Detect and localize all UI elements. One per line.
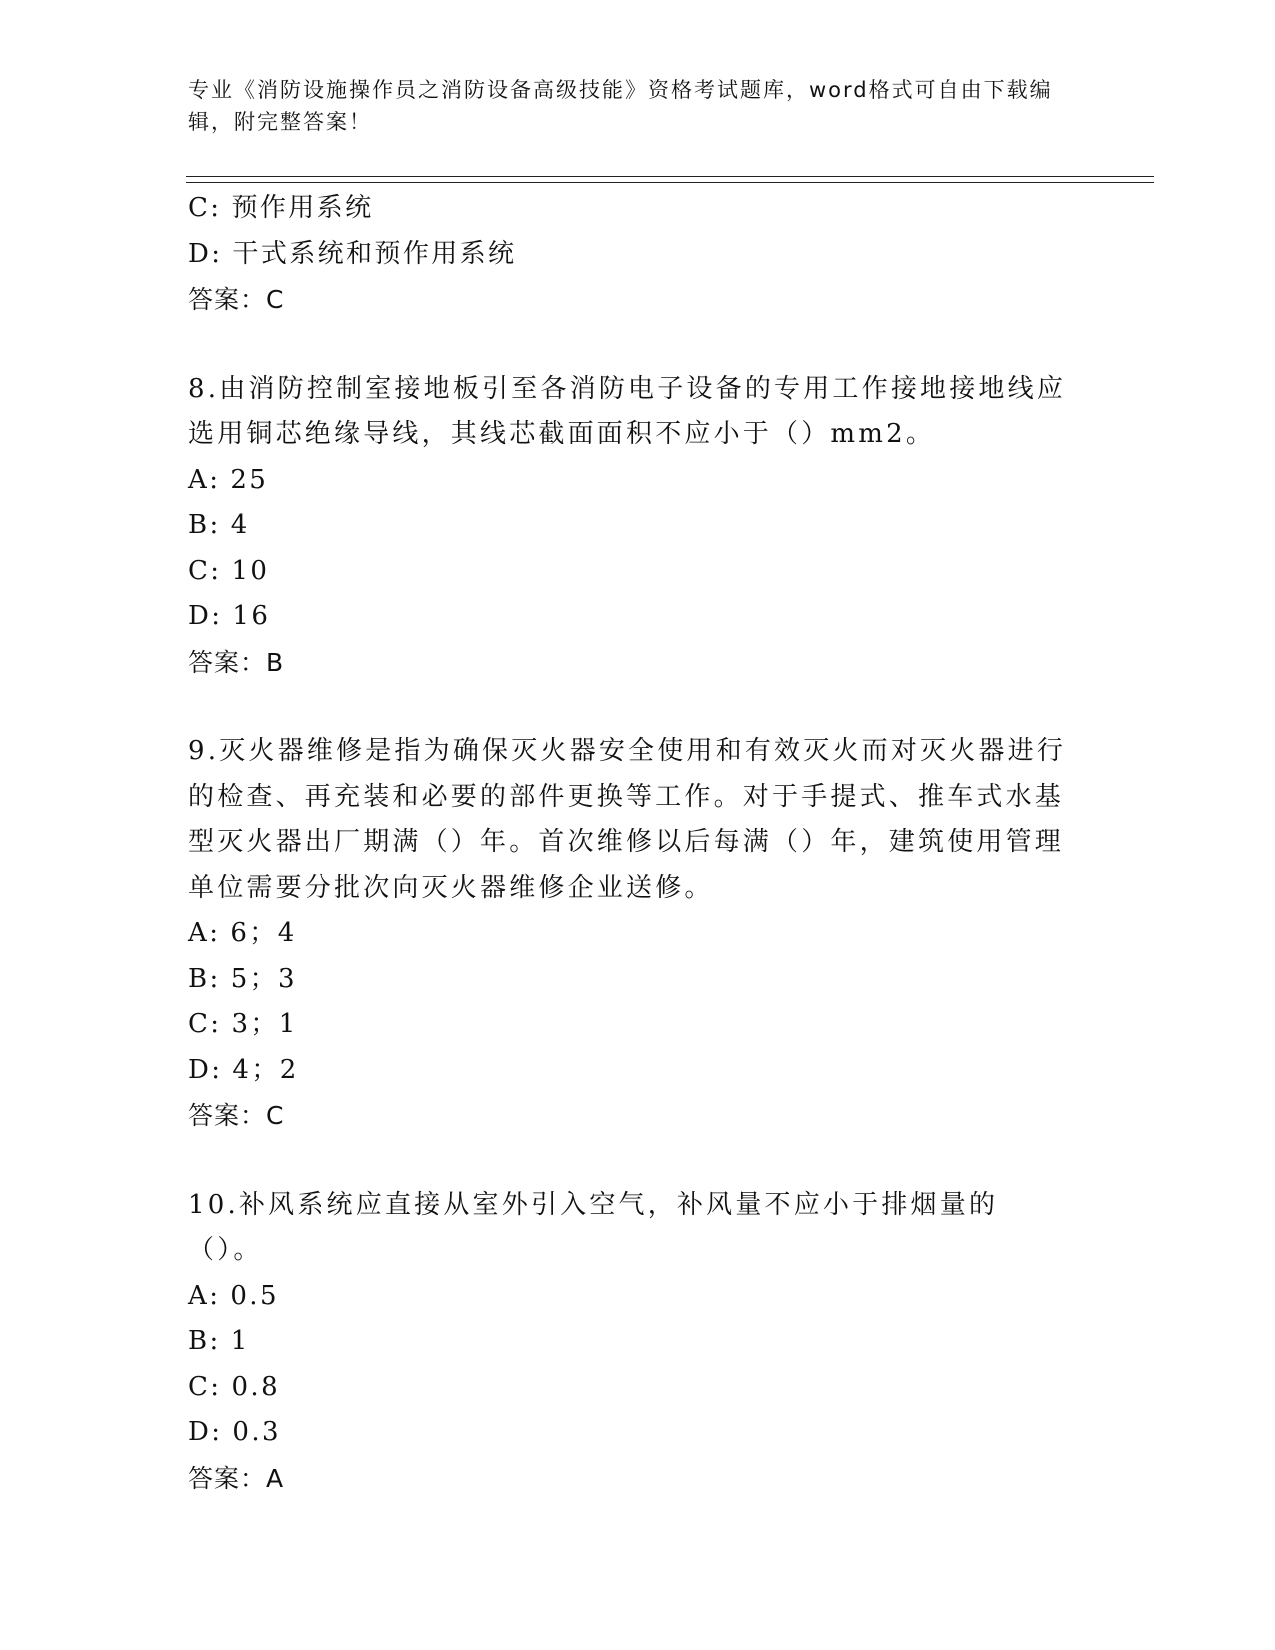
option-separator: : [211,1417,223,1447]
option-text: 25 [230,464,269,495]
option-b [188,1319,1088,1365]
option-letter: C [188,193,211,223]
option-text: 0.3 [232,1417,281,1447]
option-c [188,1002,1088,1048]
option-letter: D [188,1417,212,1447]
option-text: 16 [232,601,271,631]
answer-label: 答案： [188,647,267,677]
answer-label: 答案： [188,1101,267,1130]
answer-label: 答案： [188,1463,267,1493]
option-separator: : [211,238,223,269]
option-b [188,957,1088,1003]
option-letter: D [188,238,212,269]
answer-label: 答案： [188,285,267,314]
option-c [188,1365,1088,1411]
option-text: 0.8 [231,1371,281,1402]
question-number: 10. [188,1189,239,1220]
question-text: 由消防控制室接地板引至各消防电子设备的专用工作接地接地线应选用铜芯绝缘导线，其线芯截面面积不应小于（）mm2。 [188,373,1067,449]
option-text: 4；2 [232,1054,299,1085]
document-header [188,74,1088,138]
question-number: 9. [188,736,220,766]
option-letter: A [188,1280,210,1311]
option-text: 干式系统和预作用系统 [232,238,517,269]
option-letter: C [188,555,211,586]
option-d [188,1410,1088,1456]
option-letter: B [188,1326,210,1356]
option-text: 5；3 [230,963,297,994]
option-separator: : [209,963,221,994]
option-d [188,232,1088,278]
partial-question [188,186,1088,323]
option-letter: B [188,510,210,540]
option-separator: : [210,193,222,223]
option-d [188,1048,1088,1094]
option-separator: : [210,1009,222,1039]
option-separator: : [210,555,222,586]
question-stem [188,1183,1068,1274]
header-rule-top [186,176,1154,177]
answer-value: C [266,285,285,314]
option-separator: : [209,1326,221,1356]
answer-line [188,1456,1088,1502]
option-letter: B [188,963,210,994]
question-list [188,186,1088,1501]
question-stem [188,367,1068,458]
option-separator: : [209,464,221,495]
spacer [188,1139,1088,1183]
option-text: 预作用系统 [231,193,374,223]
option-letter: C [188,1371,211,1402]
question-text: 补风系统应直接从室外引入空气，补风量不应小于排烟量的（）。 [188,1189,999,1265]
option-a [188,458,1088,504]
option-b [188,503,1088,549]
option-c [188,549,1088,595]
option-text: 3；1 [231,1009,298,1039]
question-10 [188,1183,1088,1502]
question-8 [188,367,1088,686]
option-a [188,1274,1088,1320]
answer-line [188,1093,1088,1139]
spacer [188,685,1088,729]
answer-line [188,640,1088,686]
option-text: 6；4 [230,918,297,948]
option-separator: : [209,510,221,540]
option-separator: : [209,918,221,948]
question-9 [188,729,1088,1139]
option-a [188,911,1088,957]
question-text: 灭火器维修是指为确保灭火器安全使用和有效灭火而对灭火器进行的检查、再充装和必要的部件更换等工作。对于手提式、推车式水基型灭火器出厂期满（）年。首次维修以后每满（）年，建筑使用管理单位需要分批次向灭火器维修企业送修。 [188,736,1067,903]
option-text: 10 [231,555,270,586]
option-separator: : [210,1371,222,1402]
question-stem [188,729,1068,911]
option-letter: C [188,1009,211,1039]
option-separator: : [211,1054,223,1085]
option-d [188,594,1088,640]
answer-value: B [266,647,285,677]
answer-line [188,277,1088,323]
option-letter: A [188,464,210,495]
option-text: 0.5 [230,1280,279,1311]
option-text: 1 [230,1326,250,1356]
question-number: 8. [188,373,220,404]
answer-value: C [266,1101,285,1130]
header-rule-bottom [186,182,1154,183]
spacer [188,323,1088,367]
option-c [188,186,1088,232]
option-letter: D [188,1054,212,1085]
option-separator: : [211,601,223,631]
option-letter: D [188,601,212,631]
option-letter: A [188,918,210,948]
header-intro-text: 专业《消防设施操作员之消防设备高级技能》资格考试题库，word格式可自由下载编辑，附完整答案！ [188,78,1053,134]
option-text: 4 [230,510,250,540]
option-separator: : [209,1280,221,1311]
answer-value: A [266,1463,285,1493]
